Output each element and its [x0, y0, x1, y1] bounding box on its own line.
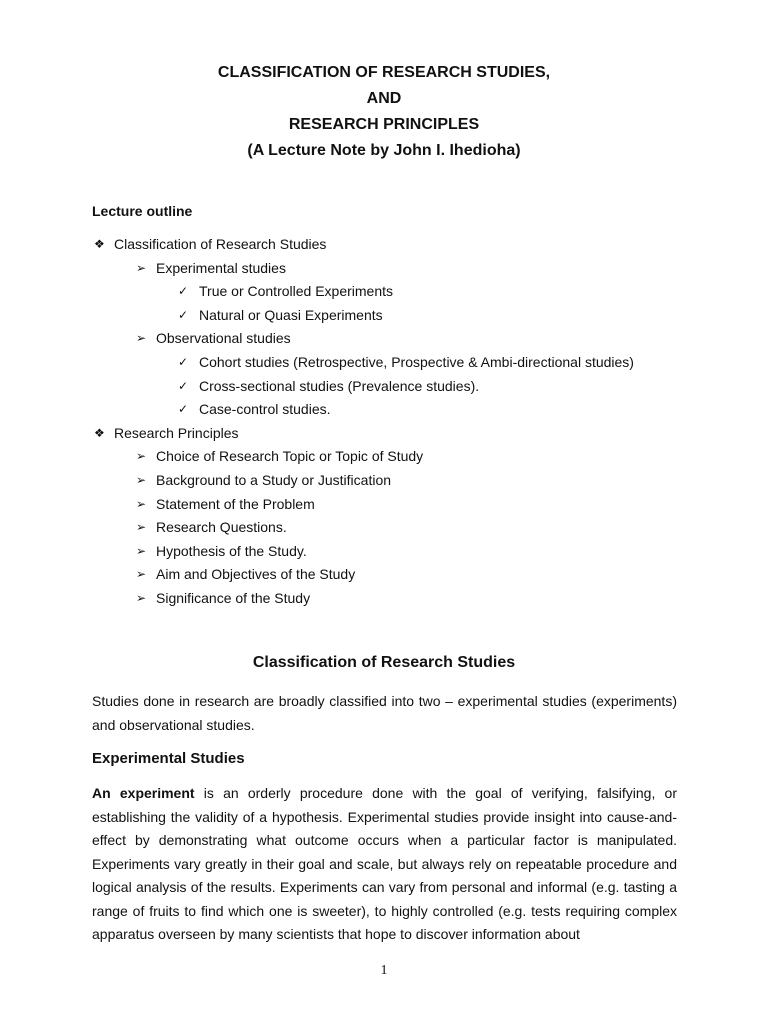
arrow-bullet-icon: ➢ [136, 449, 147, 464]
outline-item [0, 351, 768, 375]
arrow-bullet-icon: ➢ [136, 331, 147, 346]
arrow-bullet-icon: ➢ [136, 590, 147, 605]
outline-item-text: Background to a Study or Justification [156, 471, 392, 488]
outline-item [0, 233, 768, 257]
checkmark-icon: ✓ [178, 378, 189, 393]
outline-item-text: Observational studies [156, 330, 291, 347]
outline-item-text: Research Questions. [156, 519, 287, 536]
outline-item-text: Cohort studies (Retrospective, Prospective & Ambi-directional studies) [199, 353, 634, 370]
outline-item [0, 327, 768, 351]
outline-heading: Lecture outline [92, 203, 193, 219]
outline-item [0, 445, 768, 469]
intro-paragraph: Studies done in research are broadly classified into two – experimental studies (experiments) and observational studies. [92, 693, 677, 733]
title-line-4: (A Lecture Note by John I. Ihedioha) [247, 142, 521, 159]
outline-item [0, 540, 768, 564]
outline-item-text: Hypothesis of the Study. [156, 542, 307, 559]
outline-item-text: Choice of Research Topic or Topic of Study [156, 448, 424, 465]
experiment-definition: is an orderly procedure done with the goal of verifying, falsifying, or establishing the validity of a hypothesis. Experimental studies provide insight into cause-and-effect by demonstrating what outcome occurs when a particular factor is manipulated. Experiments vary greatly in their goal and scale, but always rely on repeatable procedure and logical analysis of the results. Experiments can vary from personal and informal (e.g. tasting a range of fruits to find which one is sweeter), to highly controlled (e.g. tests requiring complex apparatus overseen by many scientists that hope to discover information about [92, 785, 677, 942]
title-line-1: CLASSIFICATION OF RESEARCH STUDIES, [217, 64, 551, 81]
outline-item-text: Statement of the Problem [156, 495, 315, 512]
arrow-bullet-icon: ➢ [136, 520, 147, 535]
outline-item [0, 469, 768, 493]
checkmark-icon: ✓ [178, 284, 189, 299]
outline-item [0, 587, 768, 611]
outline-item-text: Natural or Quasi Experiments [199, 306, 383, 323]
outline-item [0, 422, 768, 446]
outline-item [0, 375, 768, 399]
checkmark-icon: ✓ [178, 307, 189, 322]
outline-item-text: Case-control studies. [199, 401, 331, 418]
arrow-bullet-icon: ➢ [136, 472, 147, 487]
arrow-bullet-icon: ➢ [136, 567, 147, 582]
title-line-3: RESEARCH PRINCIPLES [288, 116, 480, 133]
page-number: 1 [380, 963, 388, 978]
arrow-bullet-icon: ➢ [136, 260, 147, 275]
diamond-bullet-icon: ❖ [94, 237, 105, 251]
arrow-bullet-icon: ➢ [136, 543, 147, 558]
outline-item [0, 398, 768, 422]
outline-item-text: Research Principles [114, 424, 239, 441]
lecture-outline-list [0, 233, 768, 611]
outline-item [0, 516, 768, 540]
outline-item-text: Cross-sectional studies (Prevalence studies). [199, 377, 480, 394]
outline-item [0, 257, 768, 281]
outline-item [0, 493, 768, 517]
outline-item-text: True or Controlled Experiments [199, 283, 394, 300]
checkmark-icon: ✓ [178, 402, 189, 417]
outline-item-text: Significance of the Study [156, 589, 311, 606]
outline-item-text: Experimental studies [156, 259, 286, 276]
outline-item [0, 304, 768, 328]
checkmark-icon: ✓ [178, 354, 189, 369]
arrow-bullet-icon: ➢ [136, 496, 147, 511]
outline-item-text: Classification of Research Studies [114, 236, 327, 252]
experiment-term: An experiment [92, 785, 195, 801]
outline-item [0, 563, 768, 587]
section-heading: Classification of Research Studies [252, 654, 516, 671]
experimental-studies-heading: Experimental Studies [92, 750, 245, 767]
outline-item [0, 280, 768, 304]
title-block [0, 60, 768, 164]
outline-item-text: Aim and Objectives of the Study [156, 566, 356, 583]
diamond-bullet-icon: ❖ [94, 425, 105, 440]
experiment-paragraph [92, 782, 677, 947]
title-line-2: AND [366, 90, 402, 107]
